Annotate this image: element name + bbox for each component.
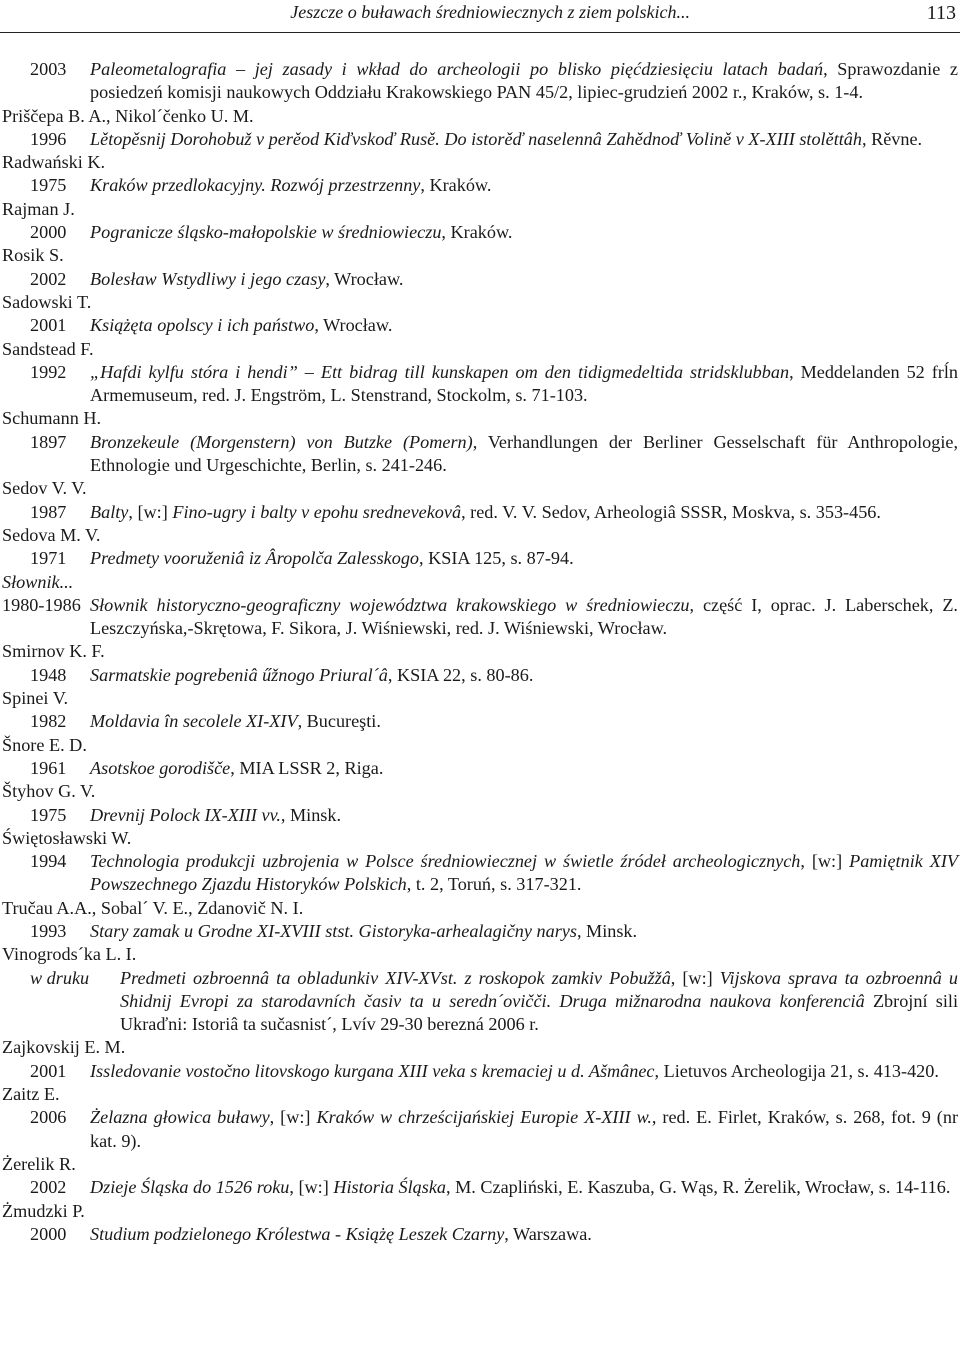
reference-entry	[0, 431, 958, 478]
reference-author: Sedova M. V.	[2, 524, 101, 545]
page-number: 113	[926, 2, 956, 24]
reference-title: Dzieje Śląska do 1526 roku	[90, 1177, 290, 1198]
reference-entry	[0, 268, 958, 291]
reference-title: Moldavia în secolele XI-XIV	[90, 711, 298, 732]
running-header	[0, 0, 960, 30]
reference-year: 2002	[30, 1177, 67, 1198]
reference-title: Balty	[90, 501, 129, 522]
reference-text	[90, 594, 958, 641]
reference-author: Šnore E. D.	[2, 734, 87, 755]
reference-source-title: Historia Śląska	[333, 1177, 446, 1198]
reference-year: 1994	[30, 851, 67, 872]
reference-title: Drevnij Polock IX-XIII vv.	[90, 804, 281, 825]
reference-text	[90, 174, 958, 197]
reference-details: , [w:]	[800, 851, 850, 872]
reference-text	[90, 1060, 958, 1083]
reference-entry	[0, 920, 958, 943]
reference-entry	[0, 804, 958, 827]
reference-title: Żelazna głowica buławy	[90, 1107, 270, 1128]
reference-author: Zaitz E.	[2, 1084, 60, 1105]
reference-text	[90, 1176, 958, 1199]
reference-year: 1975	[30, 804, 67, 825]
reference-year: 1996	[30, 128, 67, 149]
reference-year: 1980-1986	[2, 594, 81, 615]
reference-entry	[0, 314, 958, 337]
reference-text	[90, 361, 958, 408]
reference-details: , Wrocław.	[325, 268, 404, 289]
reference-title: Bolesław Wstydliwy i jego czasy	[90, 268, 326, 289]
reference-details: , Meddelanden 52 frĺn Armemuseum, red. J. Engström, L. Stenstrand, Stockolm, s. 71-103.	[90, 361, 958, 406]
reference-source-details: , t. 2, Toruń, s. 317-321.	[406, 874, 582, 895]
reference-source-details: Zbrojní sili Ukraďni: Istoriâ ta sučasnist´, Lvív 29-30 berezná 2006 r.	[120, 990, 959, 1035]
reference-entry	[0, 174, 958, 197]
reference-entry	[0, 128, 958, 151]
reference-text	[90, 58, 958, 105]
reference-entry	[0, 1060, 958, 1083]
reference-year: 1982	[30, 711, 67, 732]
reference-text	[90, 710, 958, 733]
reference-title: Studium podzielonego Królestwa - Książę Leszek Czarny	[90, 1223, 505, 1244]
reference-details: , Wrocław.	[314, 315, 393, 336]
reference-details: , KSIA 125, s. 87-94.	[419, 548, 574, 569]
reference-title: Bronzekeule (Morgenstern) von Butzke (Pomern)	[90, 431, 473, 452]
reference-year: 1897	[30, 431, 67, 452]
reference-year-italic: w druku	[30, 967, 90, 988]
reference-author-italic: Słownik...	[2, 571, 74, 592]
reference-year: 1961	[30, 757, 67, 778]
header-rule	[0, 32, 960, 33]
reference-text	[90, 221, 958, 244]
reference-details: , Verhandlungen der Berliner Gesselschaft für Anthropologie, Ethnologie und Urgeschichte, Berlin, s. 241-246.	[90, 431, 959, 476]
reference-text	[90, 664, 958, 687]
running-title: Jeszcze o buławach średniowiecznych z ziem polskich...	[290, 2, 690, 22]
reference-title: Asotskoe gorodišče	[90, 757, 231, 778]
reference-text	[90, 128, 958, 151]
reference-author: Sedov V. V.	[2, 478, 87, 499]
reference-details: , Minsk.	[280, 804, 342, 825]
reference-entry	[0, 664, 958, 687]
reference-year: 2000	[30, 1223, 67, 1244]
reference-entry	[0, 967, 958, 1037]
reference-author	[0, 571, 958, 594]
reference-author: Żerelik R.	[2, 1153, 76, 1174]
reference-year: 2006	[30, 1107, 67, 1128]
reference-author: Rajman J.	[2, 198, 75, 219]
reference-text	[90, 268, 958, 291]
reference-details: , Minsk.	[576, 920, 638, 941]
reference-entry	[0, 710, 958, 733]
reference-entry	[0, 757, 958, 780]
reference-author: Radwański K.	[2, 152, 106, 173]
reference-author: Priščepa B. A., Nikol´čenko U. M.	[2, 105, 254, 126]
reference-source-title: Vijskova sprava ta ozbroennâ u Shidnij Evropi za starodavních časiv ta u seredn´ovičči. Druga mižnarodna naukova konferenciâ	[120, 967, 958, 1011]
reference-author: Zajkovskij E. M.	[2, 1037, 126, 1058]
reference-details: , Sprawozdanie z posiedzeń komisji naukowych Oddziału Krakowskiego PAN 45/2, lipiec-grudzień 2002 r., Kraków, s. 1-4.	[90, 59, 958, 103]
reference-text	[90, 967, 958, 1037]
reference-text	[90, 501, 958, 524]
reference-year: 2001	[30, 1060, 67, 1081]
reference-title: Kraków przedlokacyjny. Rozwój przestrzenny	[90, 175, 421, 196]
reference-author: Sandstead F.	[2, 338, 94, 359]
reference-entry	[0, 58, 958, 105]
reference-title: Issledovanie vostočno litovskogo kurgana XIII veka s kremaciej u d. Ašmânec	[90, 1060, 655, 1081]
reference-source-title: Kraków w chrześcijańskiej Europie X-XIII w.	[316, 1107, 652, 1128]
reference-title: Sarmatskie pogrebeniâ űžnogo Priural´â	[90, 664, 388, 685]
reference-author: Smirnov K. F.	[2, 641, 105, 662]
reference-text	[90, 431, 958, 478]
reference-details: , Warszawa.	[504, 1223, 592, 1244]
reference-year: 1993	[30, 920, 67, 941]
reference-entry	[0, 361, 958, 408]
reference-author: Żmudzki P.	[2, 1200, 85, 1221]
reference-text	[90, 850, 958, 897]
reference-author: Tručau A.A., Sobal´ V. E., Zdanovič N. I.	[2, 897, 304, 918]
reference-details: , KSIA 22, s. 80-86.	[387, 664, 534, 685]
reference-text	[90, 547, 958, 570]
reference-year: 1971	[30, 548, 67, 569]
reference-year: 2002	[30, 268, 67, 289]
reference-author: Świętosławski W.	[2, 827, 132, 848]
reference-title: Stary zamak u Grodne XI-XVIII stst. Gistoryka-arhealagičny narys	[90, 920, 577, 941]
reference-author: Spinei V.	[2, 688, 69, 709]
reference-title: Lětopěsnij Dorohobuž v perěod Kiďvskoď Rusě. Do istorěď naselennâ Zahědnoď Volině v X-XIII stolěttâh	[90, 128, 862, 149]
reference-details: , część I, oprac. J. Laberschek, Z. Leszczyńska,-Skrętowa, F. Sikora, J. Wiśniewski, red. J. Wiśniewski, Wrocław.	[90, 594, 958, 639]
reference-details: , Lietuvos Archeologija 21, s. 413-420.	[654, 1060, 939, 1081]
reference-text	[90, 804, 958, 827]
reference-details: , [w:]	[269, 1107, 317, 1128]
reference-title: Pogranicze śląsko-małopolskie w średniowieczu	[90, 222, 442, 243]
reference-title: Książęta opolscy i ich państwo	[90, 315, 315, 336]
reference-text	[90, 757, 958, 780]
reference-entry	[0, 221, 958, 244]
reference-text	[90, 920, 958, 943]
reference-year: 2000	[30, 222, 67, 243]
reference-source-title: Pamiętnik XIV Powszechnego Zjazdu Historyków Polskich	[90, 851, 958, 895]
reference-details: , Rěvne.	[861, 128, 923, 149]
reference-details: , Bucureşti.	[297, 711, 381, 732]
bibliography	[0, 58, 958, 1246]
reference-year: 2001	[30, 315, 67, 336]
reference-details: , Kraków.	[441, 222, 513, 243]
reference-entry	[0, 1223, 958, 1246]
reference-year: 1992	[30, 361, 67, 382]
reference-year: 2003	[30, 59, 67, 79]
reference-entry	[0, 1106, 958, 1153]
reference-entry	[0, 501, 958, 524]
reference-source-details: , red. E. Firlet, Kraków, s. 268, fot. 9 (nr kat. 9).	[90, 1107, 958, 1151]
reference-year: 1987	[30, 501, 67, 522]
reference-title: Predmeti ozbroennâ ta obladunkiv XIV-XVst. z roskopok zamkiv Pobužžâ	[120, 967, 671, 988]
reference-text	[90, 1223, 958, 1246]
reference-entry	[0, 547, 958, 570]
reference-title: Predmety vooruženiâ iz Âropolča Zalesskogo	[90, 548, 420, 569]
reference-entry	[0, 594, 958, 641]
reference-title: Paleometalografia – jej zasady i wkład do archeologii po blisko pięćdziesięciu latach badań	[90, 59, 824, 79]
reference-author: Schumann H.	[2, 408, 102, 429]
reference-year: 1975	[30, 175, 67, 196]
reference-year: 1948	[30, 664, 67, 685]
reference-details: , Kraków.	[420, 175, 492, 196]
reference-details: , [w:]	[670, 967, 720, 988]
reference-title: „Hafdi kylfu stóra i hendi” – Ett bidrag till kunskapen om den tidigmedeltida stridsklubban	[90, 361, 790, 382]
reference-details: , [w:]	[128, 501, 173, 522]
reference-title: Słownik historyczno-geograficzny województwa krakowskiego w średniowieczu	[90, 594, 690, 615]
reference-details: , [w:]	[289, 1177, 334, 1198]
reference-text	[90, 314, 958, 337]
reference-author: Sadowski T.	[2, 291, 92, 312]
reference-source-title: Fino-ugry i balty v epohu srednevekovâ	[172, 501, 462, 522]
reference-source-details: , red. V. V. Sedov, Arheologiâ SSSR, Moskva, s. 353-456.	[461, 501, 881, 522]
reference-details: , MIA LSSR 2, Riga.	[230, 757, 384, 778]
reference-author: Vinogrods´ka L. I.	[2, 944, 137, 965]
reference-author: Rosik S.	[2, 245, 64, 266]
reference-source-details: , M. Czapliński, E. Kaszuba, G. Wąs, R. Żerelik, Wrocław, s. 14-116.	[446, 1177, 951, 1198]
reference-title: Technologia produkcji uzbrojenia w Polsce średniowiecznej w świetle źródeł archeologicznych	[90, 851, 801, 872]
reference-text	[90, 1106, 958, 1153]
reference-entry	[0, 850, 958, 897]
reference-author: Štyhov G. V.	[2, 781, 96, 802]
reference-entry	[0, 1176, 958, 1199]
